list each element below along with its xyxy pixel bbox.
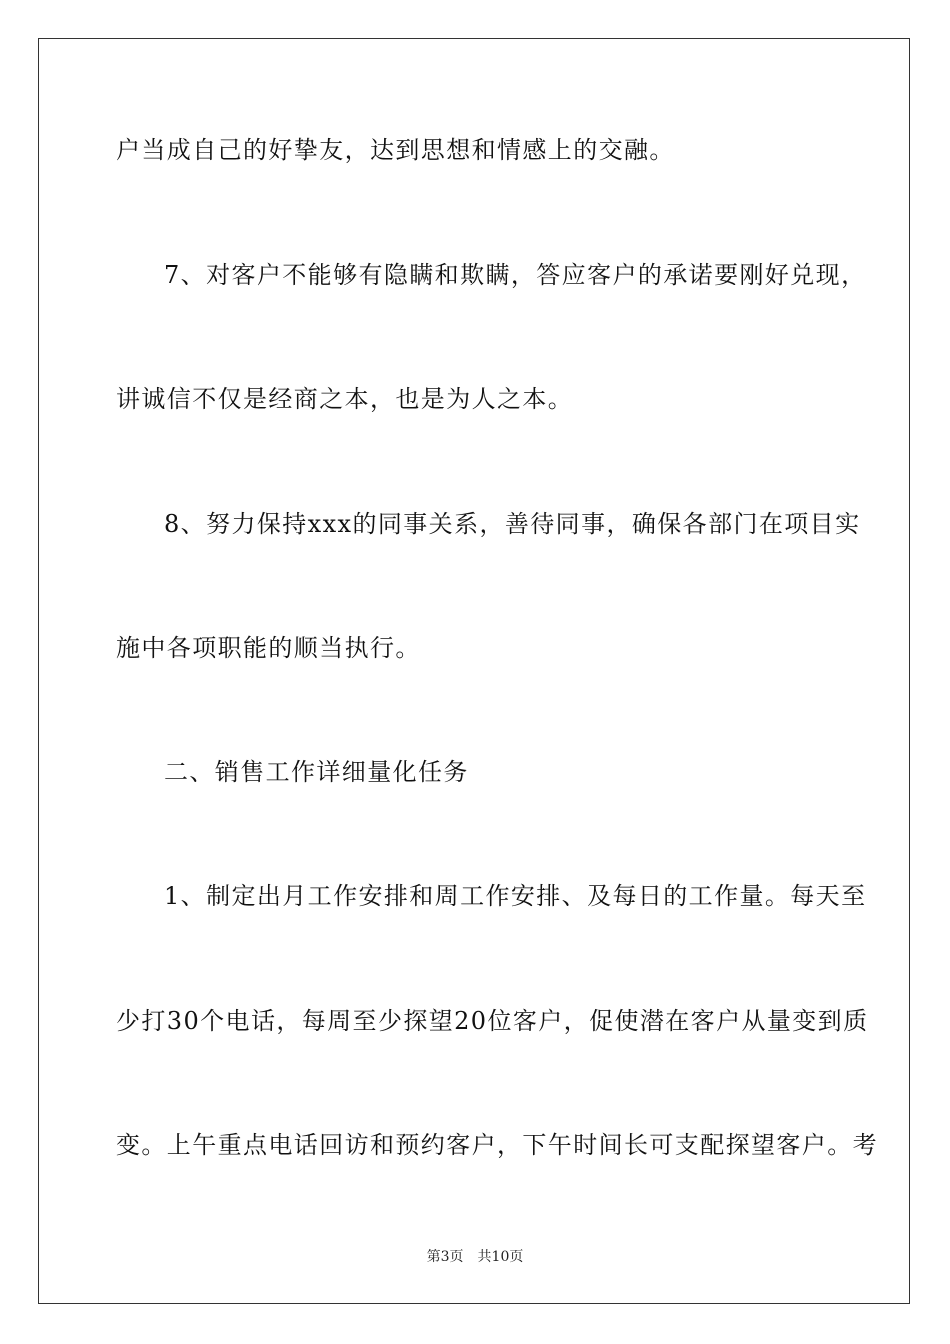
text-line-3: 讲诚信不仅是经商之本，也是为人之本。	[116, 385, 574, 413]
section-heading: 二、销售工作详细量化任务	[164, 758, 469, 786]
text-line-7: 1、制定出月工作安排和周工作安排、及每日的工作量。每天至	[164, 882, 867, 910]
page-border	[38, 38, 910, 1304]
text-line-2: 7、对客户不能够有隐瞒和欺瞒，答应客户的承诺要刚好兑现，	[164, 261, 867, 289]
text-line-5: 施中各项职能的顺当执行。	[116, 634, 421, 662]
text-line-1: 户当成自己的好挚友，达到思想和情感上的交融。	[116, 136, 675, 164]
text-line-9: 变。上午重点电话回访和预约客户，下午时间长可支配探望客户。考	[116, 1131, 878, 1159]
text-line-8: 少打30个电话，每周至少探望20位客户，促使潜在客户从量变到质	[116, 1007, 869, 1035]
page-footer	[0, 1248, 950, 1266]
current-page-number: 第3页	[426, 1249, 464, 1265]
total-pages: 共10页	[477, 1249, 524, 1265]
text-line-4: 8、努力保持xxx的同事关系，善待同事，确保各部门在项目实	[164, 510, 861, 538]
